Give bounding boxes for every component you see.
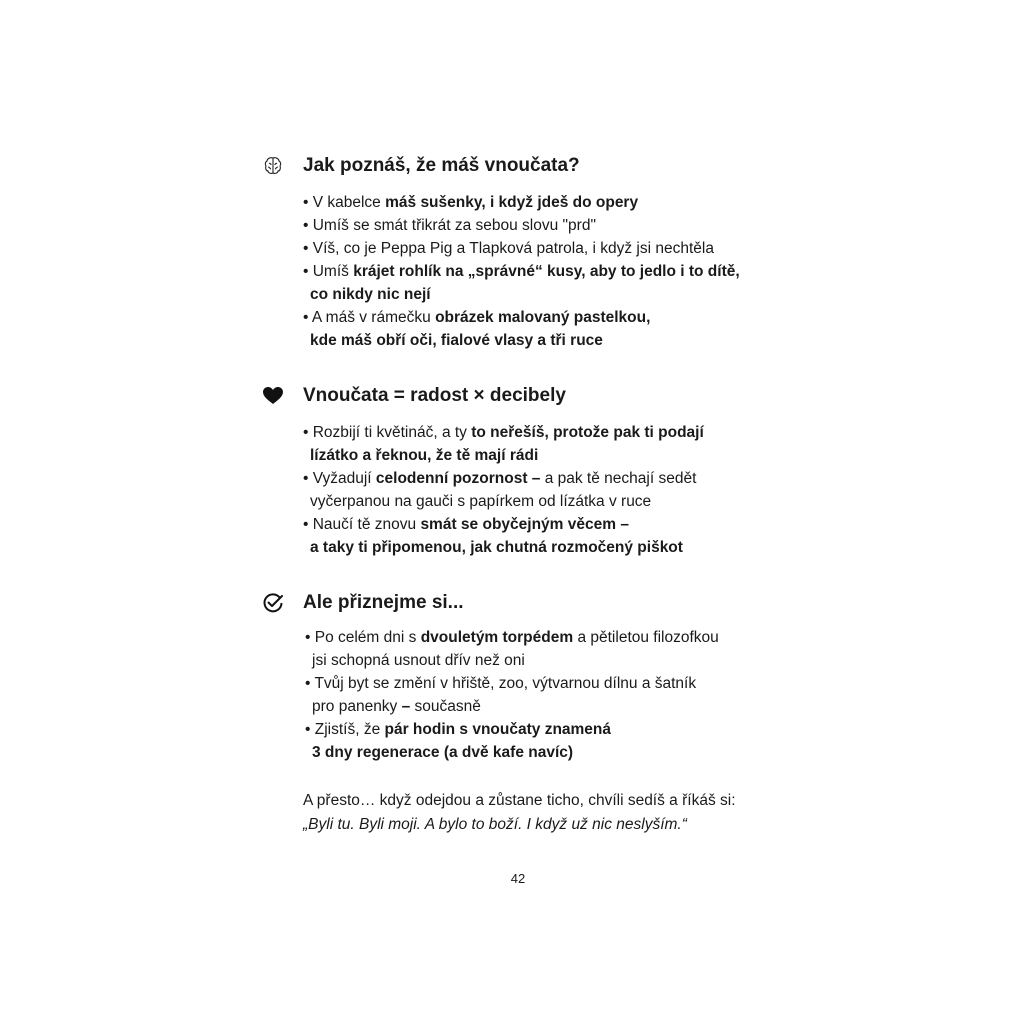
list-item <box>303 513 782 536</box>
list-item <box>303 191 782 214</box>
check-circle-icon <box>262 592 284 614</box>
list-item-continuation <box>303 490 782 513</box>
section-lets-admit <box>262 590 782 764</box>
text: • Umíš se smát třikrát za sebou slovu "prd" <box>303 217 596 234</box>
list-item-continuation <box>305 695 782 718</box>
text: a pětiletou filozofkou <box>573 629 719 646</box>
section-heading <box>262 383 782 411</box>
list-item <box>305 626 782 649</box>
list-item <box>303 260 782 283</box>
bold-text: lízátko a řeknou, že tě mají rádi <box>310 447 539 464</box>
bold-text: pár hodin s vnoučaty znamená <box>384 721 612 738</box>
text: • Rozbijí ti květináč, a ty <box>303 424 472 441</box>
heading-text: Ale přiznejme si... <box>303 592 464 613</box>
heart-icon <box>262 385 284 407</box>
bullet-list <box>262 421 782 559</box>
list-item-continuation <box>303 329 782 352</box>
list-item <box>303 421 782 444</box>
bullet-list <box>262 626 782 764</box>
bold-text: dvouletým torpédem <box>420 629 574 646</box>
list-item <box>305 672 782 695</box>
bold-text: co nikdy nic nejí <box>310 286 431 303</box>
text: • A máš v rámečku <box>303 309 436 326</box>
list-item <box>305 718 782 741</box>
text: • Po celém dni s <box>305 629 421 646</box>
list-item <box>303 467 782 490</box>
text: • V kabelce <box>303 194 386 211</box>
text: pro panenky <box>312 698 402 715</box>
bold-text: máš sušenky, i když jdeš do opery <box>385 194 639 211</box>
closing-paragraph <box>303 789 736 837</box>
list-item-continuation <box>305 649 782 672</box>
section-how-to-know <box>262 153 782 352</box>
text: • Víš, co je Peppa Pig a Tlapková patrola, i když jsi nechtěla <box>303 240 714 257</box>
heading-text: Vnoučata = radost × decibely <box>303 385 566 406</box>
list-item-continuation <box>303 536 782 559</box>
list-item <box>303 306 782 329</box>
text: • Zjistíš, že <box>305 721 385 738</box>
heading-text: Jak poznáš, že máš vnoučata? <box>303 155 580 176</box>
bold-text: krájet rohlík na „správné“ kusy, aby to jedlo i to dítě, <box>353 263 740 280</box>
bold-text: obrázek malovaný pastelkou, <box>435 309 651 326</box>
section-heading <box>262 590 782 618</box>
bullet-list <box>262 191 782 352</box>
list-item <box>303 214 782 237</box>
text: • Tvůj byt se změní v hřiště, zoo, výtvarnou dílnu a šatník <box>305 675 697 692</box>
bold-text: 3 dny regenerace (a dvě kafe navíc) <box>312 744 574 761</box>
text: a pak tě nechají sedět <box>540 470 697 487</box>
closing-line: A přesto… když odejdou a zůstane ticho, chvíli sedíš a říkáš si: <box>303 792 736 809</box>
text: jsi schopná usnout dřív než oni <box>312 652 525 669</box>
list-item-continuation <box>303 283 782 306</box>
closing-quote: „Byli tu. Byli moji. A bylo to boží. I když už nic neslyším.“ <box>303 816 687 833</box>
text: vyčerpanou na gauči s papírkem od lízátka v ruce <box>310 493 652 510</box>
text: současně <box>410 698 481 715</box>
bold-text: celodenní pozornost – <box>375 470 541 487</box>
text: • Umíš <box>303 263 354 280</box>
bold-text: smát se obyčejným věcem – <box>420 516 629 533</box>
section-joy-decibels <box>262 383 782 559</box>
list-item <box>303 237 782 260</box>
text: • Naučí tě znovu <box>303 516 421 533</box>
list-item-continuation <box>303 444 782 467</box>
list-item-continuation <box>305 741 782 764</box>
text: • Vyžadují <box>303 470 376 487</box>
brain-icon <box>262 155 284 177</box>
bold-text: kde máš obří oči, fialové vlasy a tři ruce <box>310 332 603 349</box>
section-heading <box>262 153 782 181</box>
bold-text: to neřešíš, protože pak ti podají <box>471 424 704 441</box>
bold-text: – <box>401 698 411 715</box>
bold-text: a taky ti připomenou, jak chutná rozmočený piškot <box>310 539 683 556</box>
page-number: 42 <box>510 871 526 886</box>
